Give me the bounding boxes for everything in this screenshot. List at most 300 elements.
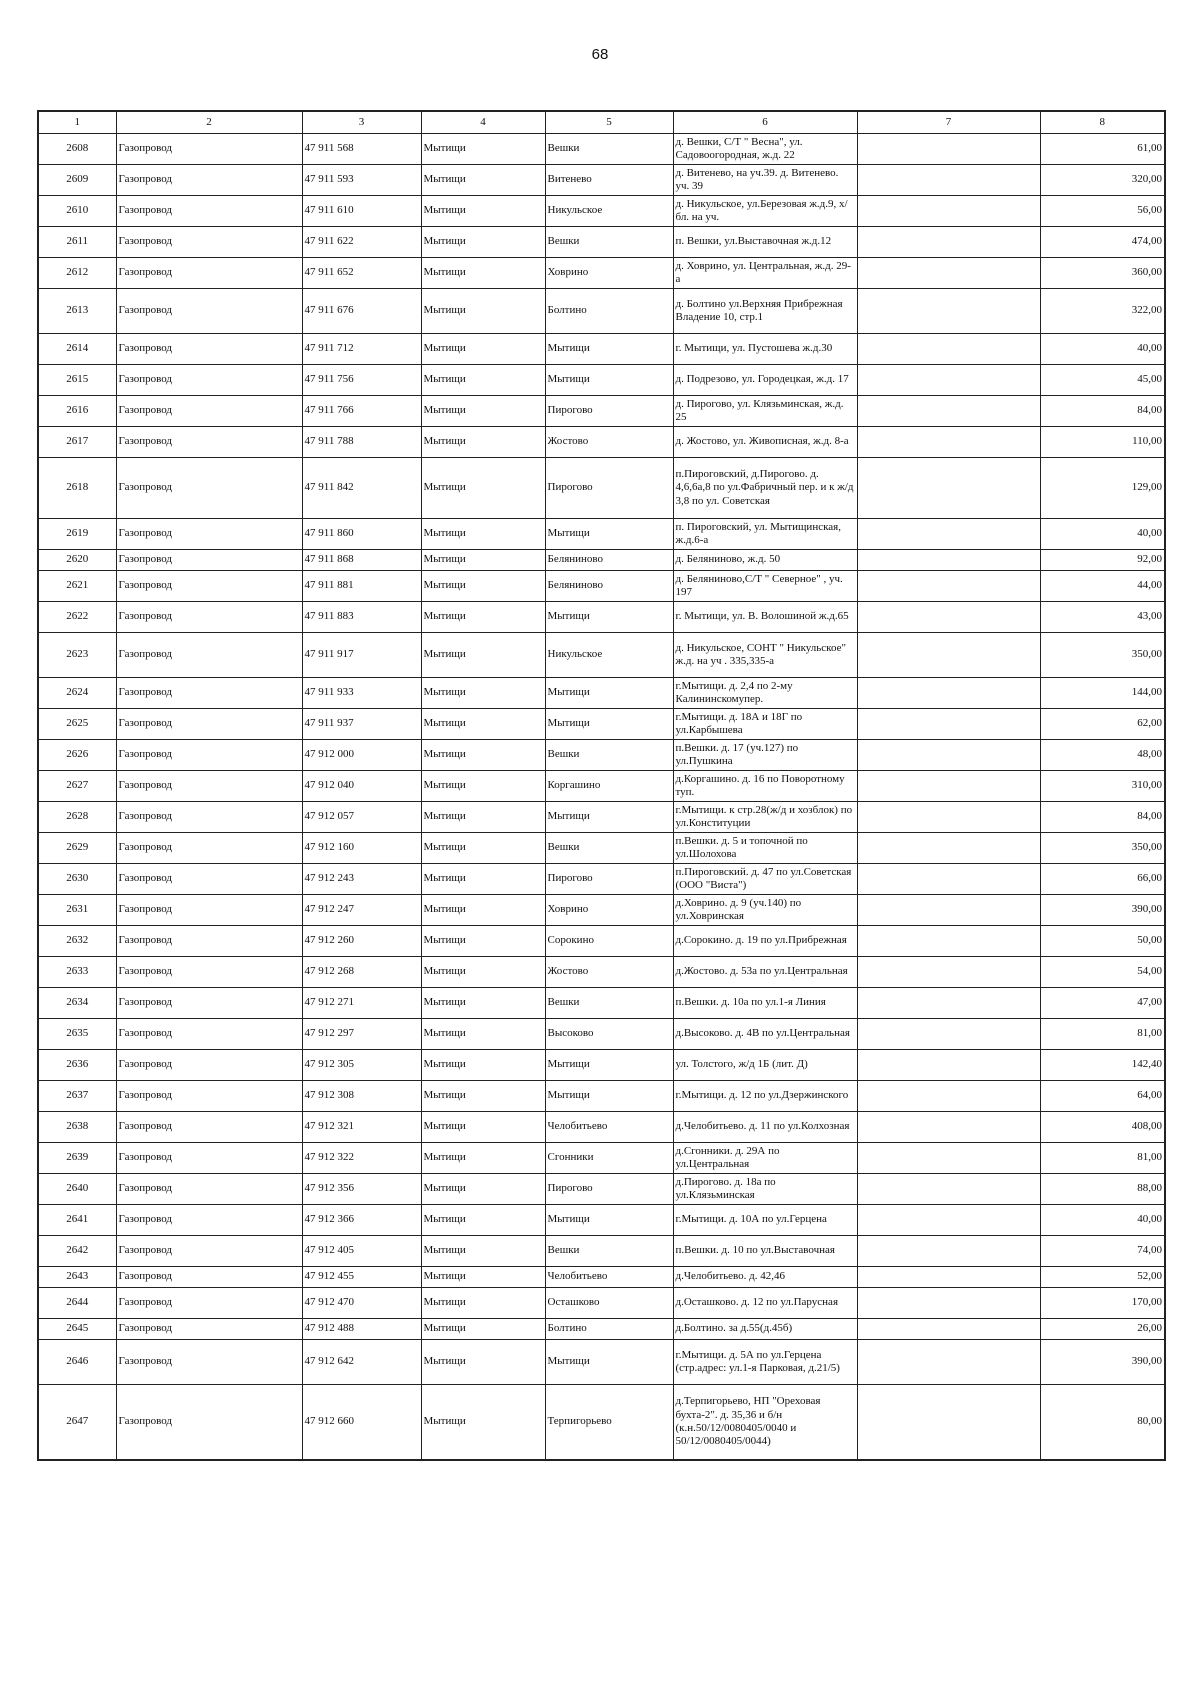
cell-length: 48,00 [1040,740,1165,771]
cell-locality: Сгонники [545,1143,673,1174]
cell-object-type: Газопровод [116,1236,302,1267]
cell-district: Мытищи [421,396,545,427]
registry-table [37,110,1166,1461]
cell-note [857,833,1040,864]
cell-code: 47 911 917 [302,633,421,678]
table-row [38,1143,1165,1174]
table-row [38,1019,1165,1050]
cell-number: 2615 [38,365,116,396]
cell-length: 81,00 [1040,1019,1165,1050]
table-row [38,165,1165,196]
cell-number: 2637 [38,1081,116,1112]
cell-object-type: Газопровод [116,334,302,365]
cell-district: Мытищи [421,833,545,864]
cell-length: 81,00 [1040,1143,1165,1174]
cell-locality: Терпигорьево [545,1385,673,1460]
cell-length: 44,00 [1040,571,1165,602]
cell-length: 110,00 [1040,427,1165,458]
cell-note [857,571,1040,602]
cell-length: 40,00 [1040,1205,1165,1236]
cell-number: 2627 [38,771,116,802]
cell-district: Мытищи [421,519,545,550]
cell-code: 47 912 356 [302,1174,421,1205]
cell-object-type: Газопровод [116,1385,302,1460]
cell-note [857,1050,1040,1081]
cell-number: 2641 [38,1205,116,1236]
cell-number: 2611 [38,227,116,258]
table-row [38,1236,1165,1267]
cell-locality: Мытищи [545,1081,673,1112]
cell-length: 61,00 [1040,134,1165,165]
cell-number: 2644 [38,1288,116,1319]
cell-address: г.Мытищи. к стр.28(ж/д и хозблок) по ул.Конституции [673,802,857,833]
cell-length: 84,00 [1040,396,1165,427]
table-row [38,1385,1165,1460]
cell-address: п. Вешки, ул.Выставочная ж.д.12 [673,227,857,258]
cell-object-type: Газопровод [116,864,302,895]
table-row [38,1288,1165,1319]
cell-object-type: Газопровод [116,289,302,334]
cell-length: 66,00 [1040,864,1165,895]
cell-number: 2634 [38,988,116,1019]
column-header-1: 1 [38,111,116,134]
cell-object-type: Газопровод [116,771,302,802]
cell-object-type: Газопровод [116,709,302,740]
cell-length: 62,00 [1040,709,1165,740]
cell-district: Мытищи [421,1288,545,1319]
cell-district: Мытищи [421,1112,545,1143]
cell-address: г.Мытищи. д. 12 по ул.Дзержинского [673,1081,857,1112]
cell-length: 350,00 [1040,633,1165,678]
cell-note [857,1319,1040,1340]
cell-address: д. Витенево, на уч.39. д. Витенево. уч. 39 [673,165,857,196]
cell-object-type: Газопровод [116,957,302,988]
table-row [38,396,1165,427]
cell-locality: Мытищи [545,602,673,633]
cell-object-type: Газопровод [116,1019,302,1050]
cell-code: 47 911 622 [302,227,421,258]
cell-district: Мытищи [421,1143,545,1174]
cell-locality: Мытищи [545,678,673,709]
cell-locality: Мытищи [545,519,673,550]
cell-number: 2643 [38,1267,116,1288]
cell-number: 2635 [38,1019,116,1050]
cell-address: п.Пироговский. д. 47 по ул.Советская (ООО "Виста") [673,864,857,895]
cell-object-type: Газопровод [116,571,302,602]
cell-object-type: Газопровод [116,802,302,833]
cell-code: 47 912 243 [302,864,421,895]
cell-object-type: Газопровод [116,1288,302,1319]
cell-address: п.Вешки. д. 17 (уч.127) по ул.Пушкина [673,740,857,771]
cell-number: 2621 [38,571,116,602]
cell-number: 2628 [38,802,116,833]
cell-district: Мытищи [421,1267,545,1288]
table-row [38,802,1165,833]
cell-code: 47 912 455 [302,1267,421,1288]
cell-locality: Ховрино [545,258,673,289]
cell-code: 47 911 652 [302,258,421,289]
cell-number: 2619 [38,519,116,550]
cell-locality: Вешки [545,227,673,258]
cell-address: г. Мытищи, ул. В. Волошиной ж.д.65 [673,602,857,633]
cell-note [857,957,1040,988]
cell-note [857,633,1040,678]
cell-length: 43,00 [1040,602,1165,633]
cell-locality: Мытищи [545,802,673,833]
cell-address: д.Болтино. за д.55(д.45б) [673,1319,857,1340]
cell-note [857,1205,1040,1236]
cell-number: 2608 [38,134,116,165]
cell-length: 84,00 [1040,802,1165,833]
cell-locality: Высоково [545,1019,673,1050]
cell-object-type: Газопровод [116,365,302,396]
cell-code: 47 912 488 [302,1319,421,1340]
cell-number: 2639 [38,1143,116,1174]
cell-number: 2642 [38,1236,116,1267]
table-row [38,1050,1165,1081]
cell-object-type: Газопровод [116,1267,302,1288]
cell-object-type: Газопровод [116,1319,302,1340]
cell-object-type: Газопровод [116,396,302,427]
cell-district: Мытищи [421,957,545,988]
cell-object-type: Газопровод [116,1050,302,1081]
cell-number: 2636 [38,1050,116,1081]
cell-code: 47 911 842 [302,458,421,519]
table-row [38,550,1165,571]
cell-district: Мытищи [421,895,545,926]
column-header-2: 2 [116,111,302,134]
cell-locality: Жостово [545,957,673,988]
cell-district: Мытищи [421,571,545,602]
cell-address: д.Высоково. д. 4В по ул.Центральная [673,1019,857,1050]
cell-note [857,196,1040,227]
cell-district: Мытищи [421,365,545,396]
cell-address: д.Пирогово. д. 18а по ул.Клязьминская [673,1174,857,1205]
table-row [38,1112,1165,1143]
cell-locality: Мытищи [545,1340,673,1385]
cell-object-type: Газопровод [116,458,302,519]
cell-number: 2625 [38,709,116,740]
cell-object-type: Газопровод [116,988,302,1019]
cell-note [857,602,1040,633]
cell-length: 144,00 [1040,678,1165,709]
cell-address: п.Вешки. д. 10 по ул.Выставочная [673,1236,857,1267]
cell-locality: Мытищи [545,1205,673,1236]
cell-locality: Челобитьево [545,1112,673,1143]
cell-locality: Пирогово [545,1174,673,1205]
cell-district: Мытищи [421,334,545,365]
cell-note [857,926,1040,957]
cell-number: 2614 [38,334,116,365]
cell-locality: Вешки [545,988,673,1019]
cell-address: д. Вешки, С/Т " Весна", ул. Садовоогородная, ж.д. 22 [673,134,857,165]
cell-object-type: Газопровод [116,550,302,571]
column-header-6: 6 [673,111,857,134]
cell-code: 47 912 305 [302,1050,421,1081]
cell-object-type: Газопровод [116,1081,302,1112]
cell-code: 47 911 881 [302,571,421,602]
cell-address: г.Мытищи. д. 18А и 18Г по ул.Карбышева [673,709,857,740]
cell-locality: Мытищи [545,334,673,365]
cell-code: 47 912 660 [302,1385,421,1460]
cell-code: 47 911 712 [302,334,421,365]
cell-address: ул. Толстого, ж/д 1Б (лит. Д) [673,1050,857,1081]
cell-address: п. Пироговский, ул. Мытищинская, ж.д.6-а [673,519,857,550]
cell-district: Мытищи [421,678,545,709]
cell-length: 26,00 [1040,1319,1165,1340]
table-row [38,1205,1165,1236]
cell-note [857,519,1040,550]
cell-note [857,1385,1040,1460]
cell-code: 47 911 756 [302,365,421,396]
cell-district: Мытищи [421,289,545,334]
cell-address: д. Ховрино, ул. Центральная, ж.д. 29-а [673,258,857,289]
cell-length: 80,00 [1040,1385,1165,1460]
cell-locality: Витенево [545,165,673,196]
table-row [38,957,1165,988]
cell-address: г.Мытищи. д. 2,4 по 2-му Калининскомупер. [673,678,857,709]
cell-note [857,895,1040,926]
cell-object-type: Газопровод [116,926,302,957]
column-header-3: 3 [302,111,421,134]
cell-locality: Осташково [545,1288,673,1319]
table-row [38,134,1165,165]
cell-note [857,802,1040,833]
cell-object-type: Газопровод [116,227,302,258]
cell-number: 2623 [38,633,116,678]
cell-note [857,258,1040,289]
cell-number: 2613 [38,289,116,334]
cell-object-type: Газопровод [116,740,302,771]
cell-code: 47 911 676 [302,289,421,334]
cell-note [857,396,1040,427]
cell-address: д.Челобитьево. д. 11 по ул.Колхозная [673,1112,857,1143]
cell-number: 2632 [38,926,116,957]
cell-number: 2620 [38,550,116,571]
column-header-8: 8 [1040,111,1165,134]
cell-length: 322,00 [1040,289,1165,334]
cell-number: 2618 [38,458,116,519]
cell-district: Мытищи [421,427,545,458]
table-row [38,771,1165,802]
table-header [38,111,1165,134]
cell-locality: Вешки [545,1236,673,1267]
cell-code: 47 912 268 [302,957,421,988]
cell-district: Мытищи [421,1236,545,1267]
table-row [38,709,1165,740]
cell-locality: Беляниново [545,571,673,602]
cell-note [857,988,1040,1019]
table-row [38,196,1165,227]
cell-district: Мытищи [421,740,545,771]
cell-object-type: Газопровод [116,427,302,458]
cell-locality: Вешки [545,833,673,864]
cell-code: 47 912 000 [302,740,421,771]
cell-address: д.Сгонники. д. 29А по ул.Центральная [673,1143,857,1174]
table-row [38,1340,1165,1385]
cell-district: Мытищи [421,227,545,258]
cell-address: д. Жостово, ул. Живописная, ж.д. 8-а [673,427,857,458]
cell-locality: Мытищи [545,1050,673,1081]
cell-note [857,1174,1040,1205]
cell-address: д. Болтино ул.Верхняя Прибрежная Владение 10, стр.1 [673,289,857,334]
cell-district: Мытищи [421,1319,545,1340]
cell-locality: Вешки [545,740,673,771]
cell-locality: Жостово [545,427,673,458]
cell-district: Мытищи [421,134,545,165]
cell-number: 2609 [38,165,116,196]
cell-number: 2646 [38,1340,116,1385]
cell-number: 2626 [38,740,116,771]
cell-length: 40,00 [1040,334,1165,365]
cell-district: Мытищи [421,633,545,678]
cell-district: Мытищи [421,1019,545,1050]
table-row [38,519,1165,550]
table-row [38,864,1165,895]
cell-district: Мытищи [421,458,545,519]
cell-note [857,427,1040,458]
cell-note [857,365,1040,396]
cell-number: 2622 [38,602,116,633]
cell-locality: Сорокино [545,926,673,957]
cell-object-type: Газопровод [116,633,302,678]
cell-address: д.Сорокино. д. 19 по ул.Прибрежная [673,926,857,957]
cell-address: г.Мытищи. д. 10А по ул.Герцена [673,1205,857,1236]
cell-code: 47 912 160 [302,833,421,864]
cell-address: д.Ховрино. д. 9 (уч.140) по ул.Ховринская [673,895,857,926]
cell-number: 2612 [38,258,116,289]
cell-number: 2631 [38,895,116,926]
column-header-5: 5 [545,111,673,134]
cell-note [857,334,1040,365]
cell-note [857,1236,1040,1267]
cell-note [857,864,1040,895]
cell-object-type: Газопровод [116,1340,302,1385]
table-row [38,289,1165,334]
table-row [38,1081,1165,1112]
cell-locality: Беляниново [545,550,673,571]
cell-code: 47 911 868 [302,550,421,571]
cell-object-type: Газопровод [116,134,302,165]
cell-locality: Пирогово [545,458,673,519]
cell-number: 2629 [38,833,116,864]
cell-address: д.Жостово. д. 53а по ул.Центральная [673,957,857,988]
cell-locality: Мытищи [545,709,673,740]
table-row [38,458,1165,519]
cell-length: 56,00 [1040,196,1165,227]
cell-note [857,1267,1040,1288]
table-row [38,988,1165,1019]
cell-code: 47 912 308 [302,1081,421,1112]
cell-object-type: Газопровод [116,678,302,709]
cell-locality: Ховрино [545,895,673,926]
cell-code: 47 912 260 [302,926,421,957]
cell-code: 47 911 593 [302,165,421,196]
cell-number: 2647 [38,1385,116,1460]
cell-object-type: Газопровод [116,1205,302,1236]
table-row [38,365,1165,396]
cell-note [857,227,1040,258]
cell-code: 47 912 366 [302,1205,421,1236]
cell-code: 47 912 057 [302,802,421,833]
column-header-7: 7 [857,111,1040,134]
cell-address: д.Осташково. д. 12 по ул.Парусная [673,1288,857,1319]
cell-number: 2624 [38,678,116,709]
cell-address: д. Беляниново, ж.д. 50 [673,550,857,571]
cell-code: 47 911 610 [302,196,421,227]
table-row [38,334,1165,365]
cell-note [857,1112,1040,1143]
cell-object-type: Газопровод [116,895,302,926]
cell-district: Мытищи [421,771,545,802]
cell-district: Мытищи [421,1385,545,1460]
cell-number: 2617 [38,427,116,458]
cell-object-type: Газопровод [116,1174,302,1205]
cell-length: 350,00 [1040,833,1165,864]
table-row [38,227,1165,258]
cell-length: 64,00 [1040,1081,1165,1112]
cell-object-type: Газопровод [116,1143,302,1174]
cell-district: Мытищи [421,802,545,833]
cell-length: 474,00 [1040,227,1165,258]
table-row [38,678,1165,709]
cell-note [857,771,1040,802]
cell-note [857,1143,1040,1174]
cell-address: д. Никульское, СОНТ " Никульское" ж.д. на уч . 335,335-а [673,633,857,678]
cell-note [857,550,1040,571]
cell-code: 47 911 766 [302,396,421,427]
cell-object-type: Газопровод [116,258,302,289]
column-header-4: 4 [421,111,545,134]
cell-code: 47 912 405 [302,1236,421,1267]
cell-length: 54,00 [1040,957,1165,988]
cell-length: 74,00 [1040,1236,1165,1267]
table-row [38,602,1165,633]
cell-code: 47 912 271 [302,988,421,1019]
table-row [38,571,1165,602]
cell-district: Мытищи [421,196,545,227]
cell-note [857,1019,1040,1050]
cell-code: 47 912 470 [302,1288,421,1319]
cell-address: д.Терпигорьево, НП "Ореховая бухта-2". д. 35,36 и б/н (к.н.50/12/0080405/0040 и 50/12/0080405/0044) [673,1385,857,1460]
cell-note [857,1081,1040,1112]
table-row [38,833,1165,864]
cell-length: 45,00 [1040,365,1165,396]
cell-locality: Мытищи [545,365,673,396]
cell-length: 88,00 [1040,1174,1165,1205]
table-row [38,1174,1165,1205]
cell-note [857,709,1040,740]
cell-locality: Коргашино [545,771,673,802]
cell-code: 47 912 297 [302,1019,421,1050]
cell-object-type: Газопровод [116,165,302,196]
cell-object-type: Газопровод [116,833,302,864]
cell-number: 2633 [38,957,116,988]
cell-number: 2645 [38,1319,116,1340]
table-row [38,1319,1165,1340]
table-body [38,134,1165,1460]
cell-locality: Челобитьево [545,1267,673,1288]
cell-number: 2610 [38,196,116,227]
cell-length: 40,00 [1040,519,1165,550]
table-row [38,740,1165,771]
cell-address: п.Вешки. д. 10а по ул.1-я Линия [673,988,857,1019]
cell-note [857,1340,1040,1385]
cell-district: Мытищи [421,1174,545,1205]
cell-district: Мытищи [421,1050,545,1081]
cell-code: 47 912 321 [302,1112,421,1143]
cell-length: 390,00 [1040,1340,1165,1385]
